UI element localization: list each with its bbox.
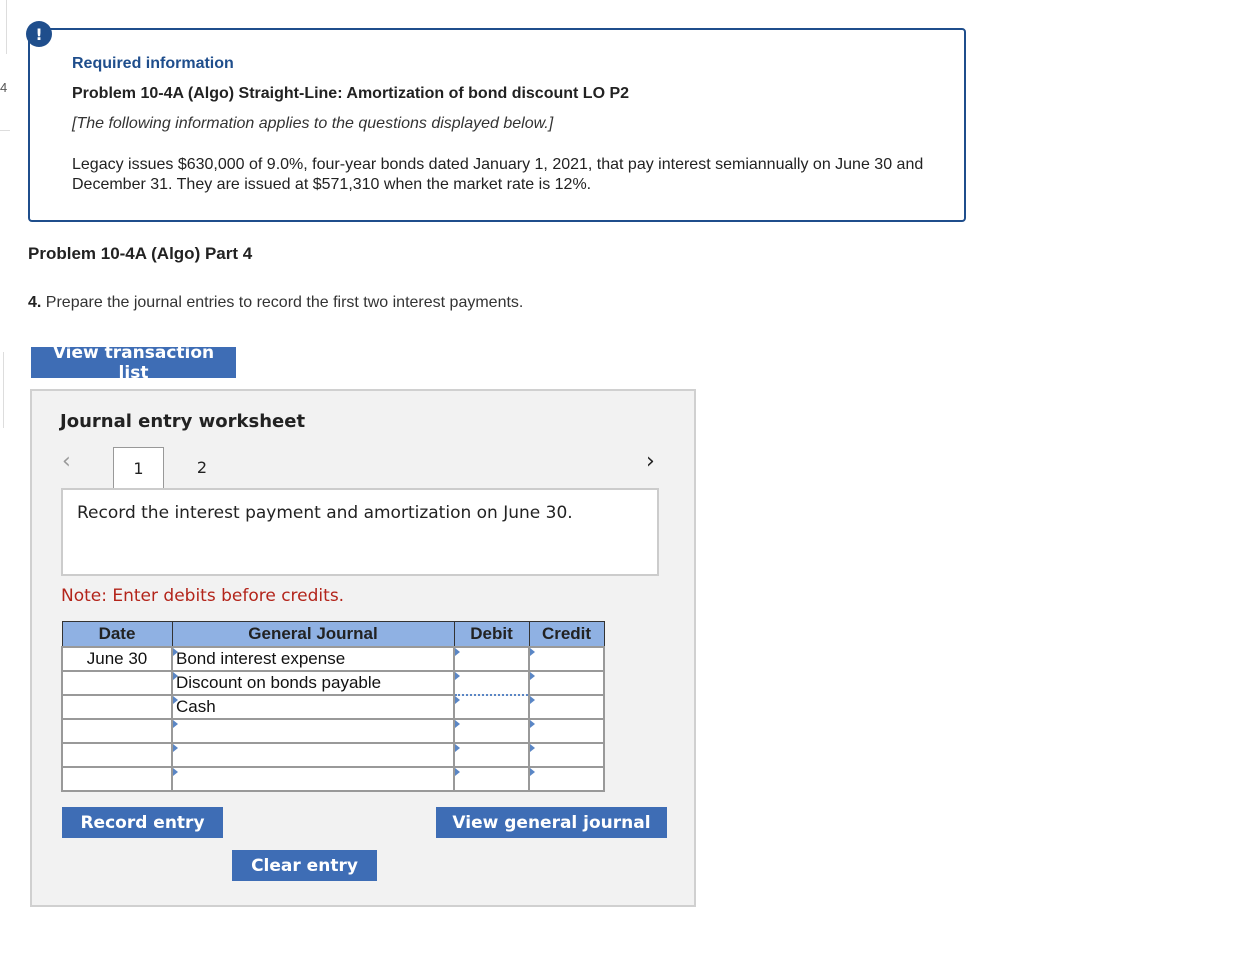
account-cell[interactable] — [172, 695, 454, 719]
date-cell[interactable] — [62, 671, 172, 695]
account-name: Discount on bonds payable — [176, 673, 382, 692]
account-name: Bond interest expense — [176, 649, 346, 668]
input-marker-icon — [455, 744, 460, 752]
credit-input[interactable] — [529, 647, 604, 671]
debit-input[interactable] — [454, 767, 529, 791]
date-cell[interactable] — [62, 767, 172, 791]
worksheet-title: Journal entry worksheet — [60, 411, 306, 432]
table-row — [62, 767, 604, 791]
date-cell[interactable] — [62, 695, 172, 719]
chevron-left-icon[interactable]: ‹ — [62, 449, 71, 474]
debit-credit-note: Note: Enter debits before credits. — [61, 586, 345, 606]
header-date: Date — [62, 622, 172, 648]
dropdown-marker-icon — [173, 768, 178, 776]
dropdown-marker-icon — [173, 720, 178, 728]
problem-description: Legacy issues $630,000 of 9.0%, four-year bonds dated January 1, 2021, that pay interest semiannually on June 30 and December 31. They are issued at $571,310 when the market rate is 12%. — [72, 156, 924, 193]
question-instruction — [28, 294, 523, 312]
view-transaction-list-button[interactable]: View transaction list — [31, 347, 236, 378]
journal-header-row — [62, 622, 604, 648]
alert-icon: ! — [26, 21, 52, 47]
entry-description-box — [61, 488, 659, 576]
required-information-title: Required information — [72, 55, 234, 72]
left-edge-line — [0, 352, 4, 428]
account-cell[interactable] — [172, 767, 454, 791]
dropdown-marker-icon — [173, 672, 178, 680]
input-marker-icon — [530, 768, 535, 776]
account-cell[interactable] — [172, 647, 454, 671]
account-cell[interactable] — [172, 671, 454, 695]
debit-input[interactable] — [454, 743, 529, 767]
input-marker-icon — [530, 648, 535, 656]
record-entry-button[interactable]: Record entry — [62, 807, 223, 838]
account-cell[interactable] — [172, 743, 454, 767]
input-marker-icon — [455, 672, 460, 680]
tab-2[interactable]: 2 — [196, 458, 208, 477]
input-marker-icon — [455, 720, 460, 728]
dropdown-marker-icon — [173, 648, 178, 656]
input-marker-icon — [455, 648, 460, 656]
side-question-number: 4 — [0, 80, 8, 95]
part-title: Problem 10-4A (Algo) Part 4 — [28, 244, 253, 263]
input-marker-icon — [455, 768, 460, 776]
question-text: Prepare the journal entries to record the first two interest payments. — [41, 294, 524, 311]
chevron-right-icon[interactable]: › — [646, 449, 655, 474]
header-general-journal: General Journal — [172, 622, 454, 648]
account-cell[interactable] — [172, 719, 454, 743]
view-general-journal-button[interactable]: View general journal — [436, 807, 667, 838]
input-marker-icon — [530, 720, 535, 728]
input-marker-icon — [455, 696, 460, 704]
table-row — [62, 695, 604, 719]
table-row — [62, 647, 604, 671]
dropdown-marker-icon — [173, 696, 178, 704]
debit-input[interactable] — [454, 647, 529, 671]
header-debit: Debit — [454, 622, 529, 648]
entry-description: Record the interest payment and amortization on June 30. — [77, 503, 573, 523]
credit-input[interactable] — [529, 695, 604, 719]
question-number: 4. — [28, 294, 42, 311]
debit-input[interactable] — [454, 671, 529, 695]
account-name: Cash — [176, 697, 216, 716]
credit-input[interactable] — [529, 767, 604, 791]
credit-input[interactable] — [529, 671, 604, 695]
date-cell[interactable] — [62, 719, 172, 743]
credit-input[interactable] — [529, 743, 604, 767]
input-marker-icon — [530, 672, 535, 680]
date-cell[interactable]: June 30 — [62, 647, 172, 671]
left-edge-line — [0, 0, 7, 54]
input-marker-icon — [530, 696, 535, 704]
input-marker-icon — [530, 744, 535, 752]
journal-entry-worksheet — [30, 389, 696, 907]
debit-input[interactable] — [454, 719, 529, 743]
debit-input[interactable] — [454, 695, 529, 719]
journal-table — [61, 621, 605, 792]
header-credit: Credit — [529, 622, 604, 648]
problem-title: Problem 10-4A (Algo) Straight-Line: Amortization of bond discount LO P2 — [72, 85, 630, 102]
table-row — [62, 719, 604, 743]
credit-input[interactable] — [529, 719, 604, 743]
info-note: [The following information applies to the questions displayed below.] — [72, 115, 554, 132]
tab-1[interactable]: 1 — [113, 447, 164, 488]
table-row — [62, 743, 604, 767]
clear-entry-button[interactable]: Clear entry — [232, 850, 377, 881]
table-row — [62, 671, 604, 695]
dropdown-marker-icon — [173, 744, 178, 752]
left-edge-divider — [0, 130, 10, 131]
date-cell[interactable] — [62, 743, 172, 767]
